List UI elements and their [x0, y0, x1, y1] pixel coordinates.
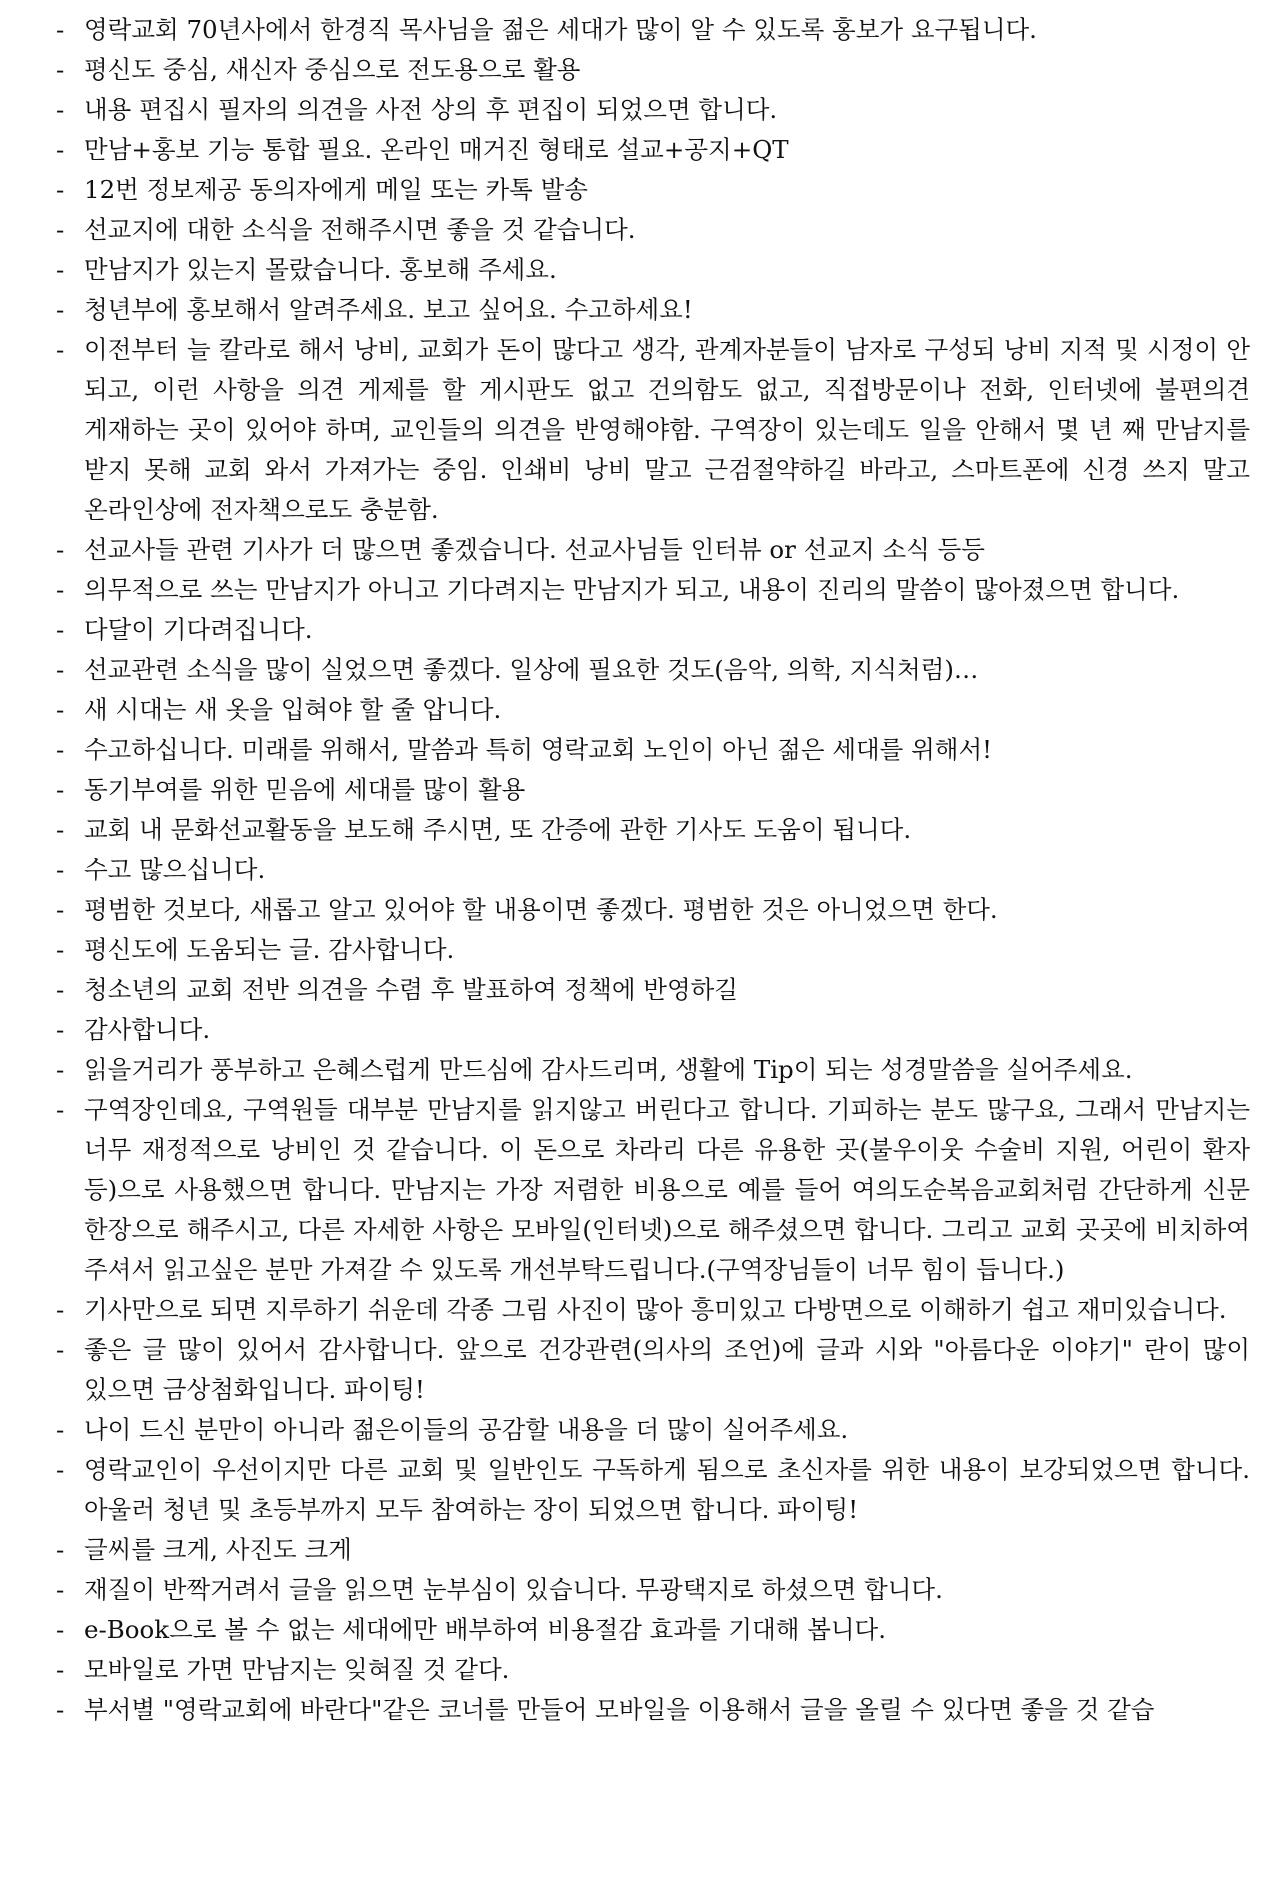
comment-item	[56, 1090, 1250, 1290]
bullet-dash: -	[56, 295, 65, 324]
comment-item	[56, 170, 1250, 210]
comment-item	[56, 690, 1250, 730]
comment-text: 읽을거리가 풍부하고 은혜스럽게 만드심에 감사드리며, 생활에 Tip이 되는 성경말씀을 실어주세요.	[84, 1055, 1133, 1084]
comment-text: 이전부터 늘 칼라로 해서 낭비, 교회가 돈이 많다고 생각, 관계자분들이 남자로 구성되 낭비 지적 및 시정이 안 되고, 이런 사항을 의견 게제를 할 게시판도 없고 건의함도 없고, 직접방문이나 전화, 인터넷에 불편의견 게재하는 곳이 있어야 하며, 교인들의 의견을 반영해야함. 구역장이 있는데도 일을 안해서 몇 년 째 만남지를 받지 못해 교회 와서 가져가는 중임. 인쇄비 낭비 말고 근검절약하길 바라고, 스마트폰에 신경 쓰지 말고 온라인상에 전자책으로도 충분함.	[84, 335, 1250, 524]
comment-item	[56, 930, 1250, 970]
comment-text: 평신도에 도움되는 글. 감사합니다.	[84, 935, 455, 964]
comment-item	[56, 530, 1250, 570]
comment-item	[56, 1290, 1250, 1330]
bullet-dash: -	[56, 655, 65, 684]
comment-text: 내용 편집시 필자의 의견을 사전 상의 후 편집이 되었으면 합니다.	[84, 95, 778, 124]
bullet-dash: -	[56, 1575, 65, 1604]
comment-item	[56, 730, 1250, 770]
comment-item	[56, 610, 1250, 650]
bullet-dash: -	[56, 615, 65, 644]
bullet-dash: -	[56, 575, 65, 604]
bullet-dash: -	[56, 1055, 65, 1084]
comment-item	[56, 210, 1250, 250]
comment-text: 새 시대는 새 옷을 입혀야 할 줄 압니다.	[84, 695, 502, 724]
bullet-dash: -	[56, 1455, 65, 1484]
comment-text: 기사만으로 되면 지루하기 쉬운데 각종 그림 사진이 많아 흥미있고 다방면으로 이해하기 쉽고 재미있습니다.	[84, 1295, 1227, 1324]
bullet-dash: -	[56, 255, 65, 284]
comment-text: 청소년의 교회 전반 의견을 수렴 후 발표하여 정책에 반영하길	[84, 975, 738, 1004]
comment-item	[56, 10, 1250, 50]
comment-text: 교회 내 문화선교활동을 보도해 주시면, 또 간증에 관한 기사도 도움이 됩니다.	[84, 815, 912, 844]
bullet-dash: -	[56, 1695, 65, 1724]
comment-item	[56, 50, 1250, 90]
bullet-dash: -	[56, 15, 65, 44]
comment-text: 나이 드신 분만이 아니라 젊은이들의 공감할 내용을 더 많이 실어주세요.	[84, 1415, 849, 1444]
comment-item	[56, 1650, 1250, 1690]
bullet-dash: -	[56, 135, 65, 164]
comment-item	[56, 1570, 1250, 1610]
comment-text: 청년부에 홍보해서 알려주세요. 보고 싶어요. 수고하세요!	[84, 295, 693, 324]
bullet-dash: -	[56, 1415, 65, 1444]
comment-item	[56, 1530, 1250, 1570]
bullet-dash: -	[56, 55, 65, 84]
comment-text: 글씨를 크게, 사진도 크게	[84, 1535, 352, 1564]
comment-text: 다달이 기다려집니다.	[84, 615, 313, 644]
bullet-dash: -	[56, 735, 65, 764]
bullet-dash: -	[56, 895, 65, 924]
bullet-dash: -	[56, 1095, 65, 1124]
comment-text: 좋은 글 많이 있어서 감사합니다. 앞으로 건강관련(의사의 조언)에 글과 시와 "아름다운 이야기" 란이 많이 있으면 금상첨화입니다. 파이팅!	[84, 1335, 1250, 1404]
bullet-dash: -	[56, 775, 65, 804]
bullet-dash: -	[56, 1615, 65, 1644]
comment-text: 평신도 중심, 새신자 중심으로 전도용으로 활용	[84, 55, 581, 84]
bullet-dash: -	[56, 975, 65, 1004]
comment-item	[56, 1450, 1250, 1530]
comment-text: 만남지가 있는지 몰랐습니다. 홍보해 주세요.	[84, 255, 557, 284]
bullet-dash: -	[56, 1295, 65, 1324]
comment-item	[56, 770, 1250, 810]
comment-item	[56, 250, 1250, 290]
comment-text: 평범한 것보다, 새롭고 알고 있어야 할 내용이면 좋겠다. 평범한 것은 아니었으면 한다.	[84, 895, 998, 924]
comment-text: e-Book으로 볼 수 없는 세대에만 배부하여 비용절감 효과를 기대해 봅니다.	[84, 1615, 887, 1644]
comment-item	[56, 1610, 1250, 1650]
comment-item	[56, 1050, 1250, 1090]
comment-item	[56, 1410, 1250, 1450]
comment-text: 감사합니다.	[84, 1015, 211, 1044]
bullet-dash: -	[56, 535, 65, 564]
comment-text: 모바일로 가면 만남지는 잊혀질 것 같다.	[84, 1655, 510, 1684]
comment-text: 부서별 "영락교회에 바란다"같은 코너를 만들어 모바일을 이용해서 글을 올릴 수 있다면 좋을 것 같습	[84, 1695, 1155, 1724]
comment-item	[56, 130, 1250, 170]
comment-text: 영락교회 70년사에서 한경직 목사님을 젊은 세대가 많이 알 수 있도록 홍보가 요구됩니다.	[84, 15, 1037, 44]
comment-text: 영락교인이 우선이지만 다른 교회 및 일반인도 구독하게 됨으로 초신자를 위한 내용이 보강되었으면 합니다. 아울러 청년 및 초등부까지 모두 참여하는 장이 되었으면 합니다. 파이팅!	[84, 1455, 1250, 1524]
comment-text: 선교지에 대한 소식을 전해주시면 좋을 것 같습니다.	[84, 215, 636, 244]
comment-item	[56, 290, 1250, 330]
bullet-dash: -	[56, 695, 65, 724]
comment-item	[56, 890, 1250, 930]
comment-item	[56, 570, 1250, 610]
bullet-dash: -	[56, 1655, 65, 1684]
bullet-dash: -	[56, 215, 65, 244]
bullet-dash: -	[56, 1015, 65, 1044]
comment-text: 선교사들 관련 기사가 더 많으면 좋겠습니다. 선교사님들 인터뷰 or 선교지 소식 등등	[84, 535, 985, 564]
comment-item	[56, 650, 1250, 690]
comment-text: 재질이 반짝거려서 글을 읽으면 눈부심이 있습니다. 무광택지로 하셨으면 합니다.	[84, 1575, 943, 1604]
comment-text: 구역장인데요, 구역원들 대부분 만남지를 읽지않고 버린다고 합니다. 기피하는 분도 많구요, 그래서 만남지는 너무 재정적으로 낭비인 것 같습니다. 이 돈으로 차라리 다른 유용한 곳(불우이웃 수술비 지원, 어린이 환자 등)으로 사용했으면 합니다. 만남지는 가장 저렴한 비용으로 예를 들어 여의도순복음교회처럼 간단하게 신문 한장으로 해주시고, 다른 자세한 사항은 모바일(인터넷)으로 해주셨으면 합니다. 그리고 교회 곳곳에 비치하여 주셔서 읽고싶은 분만 가져갈 수 있도록 개선부탁드립니다.(구역장님들이 너무 힘이 듭니다.)	[84, 1095, 1250, 1284]
bullet-dash: -	[56, 935, 65, 964]
bullet-dash: -	[56, 335, 65, 364]
comment-text: 12번 정보제공 동의자에게 메일 또는 카톡 발송	[84, 175, 588, 204]
comment-text: 수고 많으십니다.	[84, 855, 266, 884]
comment-item	[56, 810, 1250, 850]
comment-item	[56, 850, 1250, 890]
bullet-dash: -	[56, 95, 65, 124]
bullet-dash: -	[56, 1535, 65, 1564]
comment-text: 동기부여를 위한 믿음에 세대를 많이 활용	[84, 775, 526, 804]
comment-item	[56, 90, 1250, 130]
bullet-dash: -	[56, 1335, 65, 1364]
comment-text: 수고하십니다. 미래를 위해서, 말씀과 특히 영락교회 노인이 아닌 젊은 세대를 위해서!	[84, 735, 992, 764]
comment-item	[56, 1010, 1250, 1050]
bullet-dash: -	[56, 815, 65, 844]
comment-text: 의무적으로 쓰는 만남지가 아니고 기다려지는 만남지가 되고, 내용이 진리의 말씀이 많아졌으면 합니다.	[84, 575, 1180, 604]
comment-item	[56, 1330, 1250, 1410]
comment-text: 만남+홍보 기능 통합 필요. 온라인 매거진 형태로 설교+공지+QT	[84, 135, 789, 164]
comment-item	[56, 970, 1250, 1010]
bullet-dash: -	[56, 855, 65, 884]
bullet-dash: -	[56, 175, 65, 204]
comment-item	[56, 1690, 1250, 1730]
comment-list	[56, 10, 1250, 1730]
comment-text: 선교관련 소식을 많이 실었으면 좋겠다. 일상에 필요한 것도(음악, 의학, 지식처럼)…	[84, 655, 979, 684]
comment-item	[56, 330, 1250, 530]
